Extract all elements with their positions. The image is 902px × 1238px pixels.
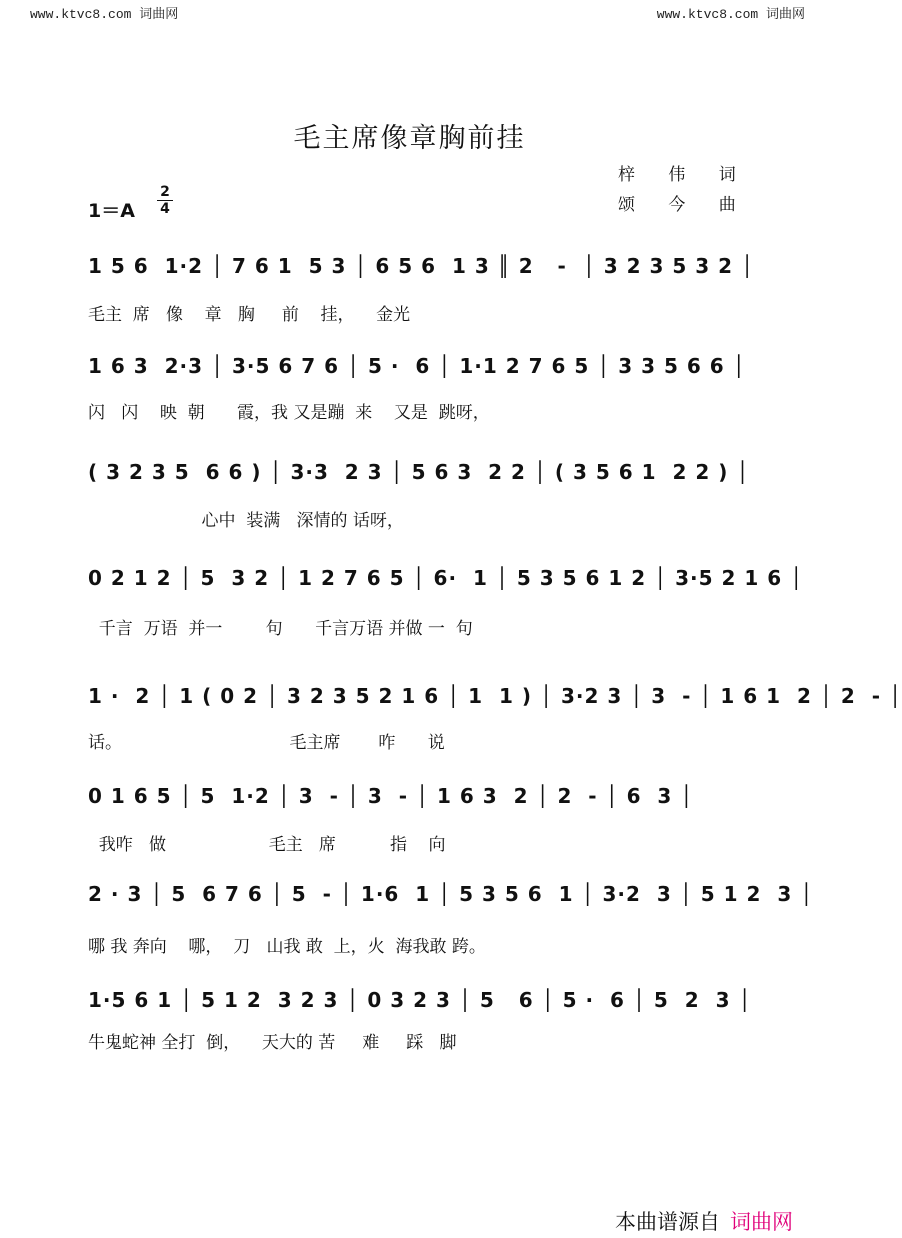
lyric-line-1: 毛主 席 像 章 胸 前 挂， 金光 bbox=[88, 305, 411, 325]
notation-line-8: 1·5 6 1 │ 5 1 2 3 2 3 │ 0 3 2 3 │ 5 6 │ 5 · 6 │ 5 2 3 │ bbox=[88, 988, 752, 1012]
lyric-line-3: 心中 装满 深情的 话呀， bbox=[88, 511, 404, 531]
lyric-line-8: 牛鬼蛇神 全打 倒， 天大的 苦 难 踩 脚 bbox=[88, 1033, 457, 1053]
meter-bottom: 4 bbox=[157, 200, 173, 217]
lyric-line-7: 哪 我 奔向 哪， 刀 山我 敢 上，火 海我敢 跨。 bbox=[88, 937, 486, 957]
notation-line-5: 1 · 2 │ 1 ( 0 2 │ 3 2 3 5 2 1 6 │ 1 1 ) │ 3·2 3 │ 3 - │ 1 6 1 2 │ 2 - │ bbox=[88, 684, 902, 708]
key-signature: 1＝A bbox=[88, 200, 135, 222]
time-signature bbox=[157, 184, 173, 217]
lyric-line-5: 话。 毛主席 咋 说 bbox=[88, 733, 445, 753]
notation-line-2: 1 6 3 2·3 │ 3·5 6 7 6 │ 5 · 6 │ 1·1 2 7 6 5 │ 3 3 5 6 6 │ bbox=[88, 354, 746, 378]
lyric-line-2: 闪 闪 映 朝 霞，我 又是蹦 来 又是 跳呀， bbox=[88, 403, 490, 423]
source-footer bbox=[615, 1206, 793, 1236]
composer-credit: 颂 今 曲 bbox=[618, 195, 750, 215]
song-title: 毛主席像章胸前挂 bbox=[293, 123, 526, 154]
footer-source-text: 本曲谱源自 bbox=[615, 1210, 720, 1234]
meter-top: 2 bbox=[160, 184, 170, 200]
watermark-right: www.ktvc8.com 词曲网 bbox=[656, 7, 805, 22]
lyric-line-6: 我咋 做 毛主 席 指 向 bbox=[88, 835, 446, 855]
notation-line-3: ( 3 2 3 5 6 6 ) │ 3·3 2 3 │ 5 6 3 2 2 │ ( 3 5 6 1 2 2 ) │ bbox=[88, 460, 750, 484]
footer-site-link[interactable]: 词曲网 bbox=[730, 1210, 793, 1234]
lyricist-credit: 梓 伟 词 bbox=[618, 165, 750, 185]
lyric-line-4: 千言 万语 并一 句 千言万语 并做 一 句 bbox=[88, 619, 473, 639]
notation-line-6: 0 1 6 5 │ 5 1·2 │ 3 - │ 3 - │ 1 6 3 2 │ 2 - │ 6 3 │ bbox=[88, 784, 694, 808]
notation-line-7: 2 · 3 │ 5 6 7 6 │ 5 - │ 1·6 1 │ 5 3 5 6 1 │ 3·2 3 │ 5 1 2 3 │ bbox=[88, 882, 814, 906]
notation-line-4: 0 2 1 2 │ 5 3 2 │ 1 2 7 6 5 │ 6· 1 │ 5 3 5 6 1 2 │ 3·5 2 1 6 │ bbox=[88, 566, 804, 590]
watermark-left: www.ktvc8.com 词曲网 bbox=[30, 7, 179, 22]
notation-line-1: 1 5 6 1·2 │ 7 6 1 5 3 │ 6 5 6 1 3 ║ 2 - │ 3 2 3 5 3 2 │ bbox=[88, 254, 755, 278]
